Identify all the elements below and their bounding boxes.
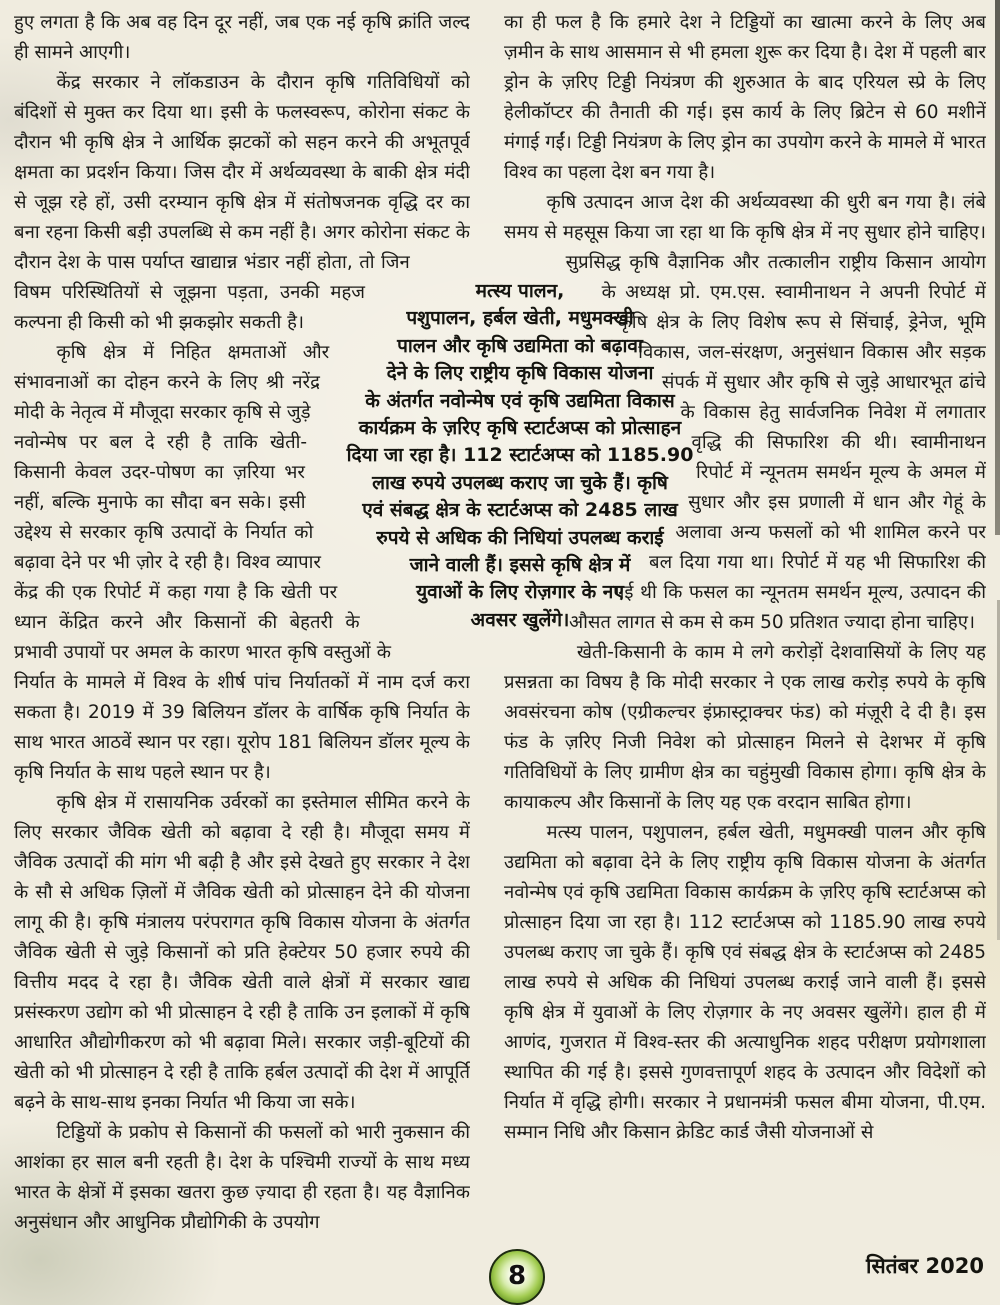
paragraph: का ही फल है कि हमारे देश ने टिड्डियों का खात्मा करने के लिए अब ज़मीन के साथ आसमान से भी हमला शुरू कर दिया है। देश में पहली बार ड्रोन के ज़रिए टिड्डी नियंत्रण की शुरुआत के बाद एरियल स्प्रे के लिए हेलीकॉप्टर की तैनाती की गई। इस कार्य के लिए ब्रिटेन से 60 मशीनें मंगाई गईं। टिड्डी नियंत्रण के लिए ड्रोन का उपयोग करने के मामले में भारत विश्व का पहला देश बन गया है।: [504, 12, 986, 183]
paragraph: खेती-किसानी के काम मे लगे करोड़ों देशवासियों के लिए यह प्रसन्नता का विषय है कि मोदी सरकार ने एक लाख करोड़ रुपये के कृषि अवसंरचना कोष (एग्रीकल्चर इंफ्रास्ट्राक्चर फंड) को मंज़ूरी दे दी है। इस फंड के ज़रिए निजी निवेश को प्रोत्साहन मिलने से देशभर में कृषि गतिविधियों के लिए ग्रामीण क्षेत्र का चहुंमुखी विकास होगा। कृषि क्षेत्र के कायाकल्प और किसानों के लिए यह एक वरदान साबित होगा।: [504, 642, 986, 813]
scan-edge-artifact: [995, 0, 1000, 535]
pull-quote-line: मत्स्य पालन,: [475, 280, 565, 302]
issue-date: सितंबर 2020: [866, 1254, 984, 1278]
pull-quote-line: दिया जा रहा है। 112 स्टार्टअप्स को 1185.90: [346, 444, 694, 467]
pull-quote-line: जाने वाली हैं। इससे कृषि क्षेत्र में: [409, 554, 631, 577]
pull-quote-line: पालन और कृषि उद्यमिता को बढ़ावा: [397, 334, 643, 357]
pull-quote-line: देने के लिए राष्ट्रीय कृषि विकास योजना: [386, 362, 654, 385]
pull-quote-line: कार्यक्रम के ज़रिए कृषि स्टार्टअप्स को प्रोत्साहन: [358, 417, 682, 440]
paragraph: कृषि क्षेत्र में निहित क्षमताओं और संभावनाओं का दोहन करने के लिए श्री नरेंद्र मोदी के नेतृत्व में मौजूदा सरकार कृषि से जुड़े नवोन्मेष पर बल दे रही है ताकि खेती-किसानी केवल उदर-पोषण का ज़रिया भर नहीं, बल्कि मुनाफे का सौदा बन सके। इसी उद्देश्य से सरकार कृषि उत्पादों के निर्यात को बढ़ावा देने पर भी ज़ोर दे रही है। विश्व व्यापार केंद्र की एक रिपोर्ट में कहा गया है कि खेती पर ध्यान केंद्रित करने और किसानों की बेहतरी के प्रभावी उपायों पर अमल के कारण भारत कृषि वस्तुओं के निर्यात के मामले में विश्व के शीर्ष पांच निर्यातकों में नाम दर्ज करा सकता है। 2019 में 39 बिलियन डॉलर के वार्षिक कृषि निर्यात के साथ भारत आठवें स्थान पर रहा। यूरोप 181 बिलियन डॉलर मूल्य के कृषि निर्यात के साथ पहले स्थान पर है।: [14, 342, 470, 783]
paragraph: कृषि क्षेत्र में रासायनिक उर्वरकों का इस्तेमाल सीमित करने के लिए सरकार जैविक खेती को बढ़ावा दे रही है। मौजूदा समय में जैविक उत्पादों की मांग भी बढ़ी है और इसे देखते हुए सरकार ने देश के सौ से अधिक ज़िलों में जैविक खेती को प्रोत्साहन देने की योजना लागू की है। कृषि मंत्रालय परंपरागत कृषि विकास योजना के अंतर्गत जैविक खेती से जुड़े किसानों को प्रति हेक्टेयर 50 हजार रुपये की वित्तीय मदद दे रहा है। जैविक खेती वाले क्षेत्रों में सरकार खाद्य प्रसंस्करण उद्योग को भी प्रोत्साहन दे रही है ताकि उन इलाकों में कृषि आधारित औद्योगीकरण को भी बढ़ावा मिले। सरकार जड़ी-बूटियों की खेती को भी प्रोत्साहन दे रही है ताकि हर्बल उत्पादों की देश में आपूर्ति बढ़ने के साथ-साथ इनका निर्यात भी किया जा सके।: [14, 792, 470, 1113]
paragraph: टिड्डियों के प्रकोप से किसानों की फसलों को भारी नुकसान की आशंका हर साल बनी रहती है। देश के पश्चिमी राज्यों के साथ मध्य भारत के क्षेत्रों में इसका खतरा कुछ ज़्यादा ही रहता है। यह वैज्ञानिक अनुसंधान और आधुनिक प्रौद्योगिकी के उपयोग: [14, 1122, 470, 1233]
right-column: [504, 8, 986, 1290]
page-number: 8: [507, 1261, 527, 1291]
paragraph: कृषि उत्पादन आज देश की अर्थव्यवस्था की धुरी बन गया है। लंबे समय से महसूस किया जा रहा था कि कृषि क्षेत्र में नए सुधार होने चाहिए। सुप्रसिद्ध कृषि वैज्ञानिक और तत्कालीन राष्ट्रीय किसान आयोग के अध्यक्ष प्रो. एम.एस. स्वामीनाथन ने अपनी रिपोर्ट में कृषि क्षेत्र के लिए विशेष रूप से सिंचाई, ड्रेनेज, भूमि विकास, जल-संरक्षण, अनुसंधान विकास और सड़क संपर्क में सुधार और कृषि से जुड़े आधारभूत ढांचे के विकास हेतु सार्वजनिक निवेश में लगातार वृद्धि की सिफारिश की थी। स्वामीनाथन रिपोर्ट में न्यूनतम समर्थन मूल्य के अमल में सुधार और इस प्रणाली में धान और गेहूं के अलावा अन्य फसलों को भी शामिल करने पर बल दिया गया था। रिपोर्ट में यह भी सिफारिश की गई थी कि फसल का न्यूनतम समर्थन मूल्य, उत्पादन की औसत लागत से कम से कम 50 प्रतिशत ज्यादा होना चाहिए।: [504, 192, 986, 633]
pull-quote-line: रुपये से अधिक की निधियां उपलब्ध कराई: [376, 526, 664, 549]
paragraph: केंद्र सरकार ने लॉकडाउन के दौरान कृषि गतिविधियों को बंदिशों से मुक्त कर दिया था। इसी के फलस्वरूप, कोरोना संकट के दौरान भी कृषि क्षेत्र ने आर्थिक झटकों को सहन करने की अभूतपूर्व क्षमता का प्रदर्शन किया। जिस दौर में अर्थव्यवस्था के बाकी क्षेत्र मंदी से जूझ रहे हों, उसी दरम्यान कृषि क्षेत्र में संतोषजनक वृद्धि दर का बना रहना किसी बड़ी उपलब्धि से कम नहीं है। अगर कोरोना संकट के दौरान देश के पास पर्याप्त खाद्यान्न भंडार नहीं होता, तो जिन विषम परिस्थितियों से जूझना पड़ता, उनकी महज कल्पना ही किसी को भी झकझोर सकती है।: [14, 72, 470, 333]
page-number-badge: [489, 1249, 545, 1305]
pull-quote-line: लाख रुपये उपलब्ध कराए जा चुके हैं। कृषि: [372, 471, 668, 494]
left-column: [14, 8, 470, 1290]
pull-quote: [322, 278, 718, 634]
paragraph: मत्स्य पालन, पशुपालन, हर्बल खेती, मधुमक्खी पालन और कृषि उद्यमिता को बढ़ावा देने के लिए राष्ट्रीय कृषि विकास योजना के अंतर्गत नवोन्मेष एवं कृषि उद्यमिता विकास कार्यक्रम के ज़रिए कृषि स्टार्टअप्स को प्रोत्साहन दिया जा रहा है। 112 स्टार्टअप्स को 1185.90 लाख रुपये उपलब्ध कराए जा चुके हैं। कृषि एवं संबद्ध क्षेत्र के स्टार्टअप्स को 2485 लाख रुपये से अधिक की निधियां उपलब्ध कराई जाने वाली हैं। इससे कृषि क्षेत्र में युवाओं के लिए रोज़गार के नए अवसर खुलेंगे। हाल ही में आणंद, गुजरात में विश्व-स्तर की अत्याधुनिक शहद परीक्षण प्रयोगशाला स्थापित की गई है। इससे गुणवत्तापूर्ण शहद के उत्पादन और विदेशों को निर्यात में वृद्धि होगी। सरकार ने प्रधानमंत्री फसल बीमा योजना, पी.एम. सम्मान निधि और किसान क्रेडिट कार्ड जैसी योजनाओं से: [504, 822, 986, 1143]
pull-quote-line: अवसर खुलेंगे।: [470, 608, 570, 631]
pull-quote-line: एवं संबद्ध क्षेत्र के स्टार्टअप्स को 2485 लाख: [362, 499, 678, 522]
pull-quote-line: के अंतर्गत नवोन्मेष एवं कृषि उद्यमिता विकास: [365, 389, 675, 412]
pull-quote-line: युवाओं के लिए रोज़गार के नए: [416, 581, 624, 604]
pull-quote-line: पशुपालन, हर्बल खेती, मधुमक्खी: [406, 307, 634, 330]
paragraph: हुए लगता है कि अब वह दिन दूर नहीं, जब एक नई कृषि क्रांति जल्द ही सामने आएगी।: [14, 12, 470, 63]
